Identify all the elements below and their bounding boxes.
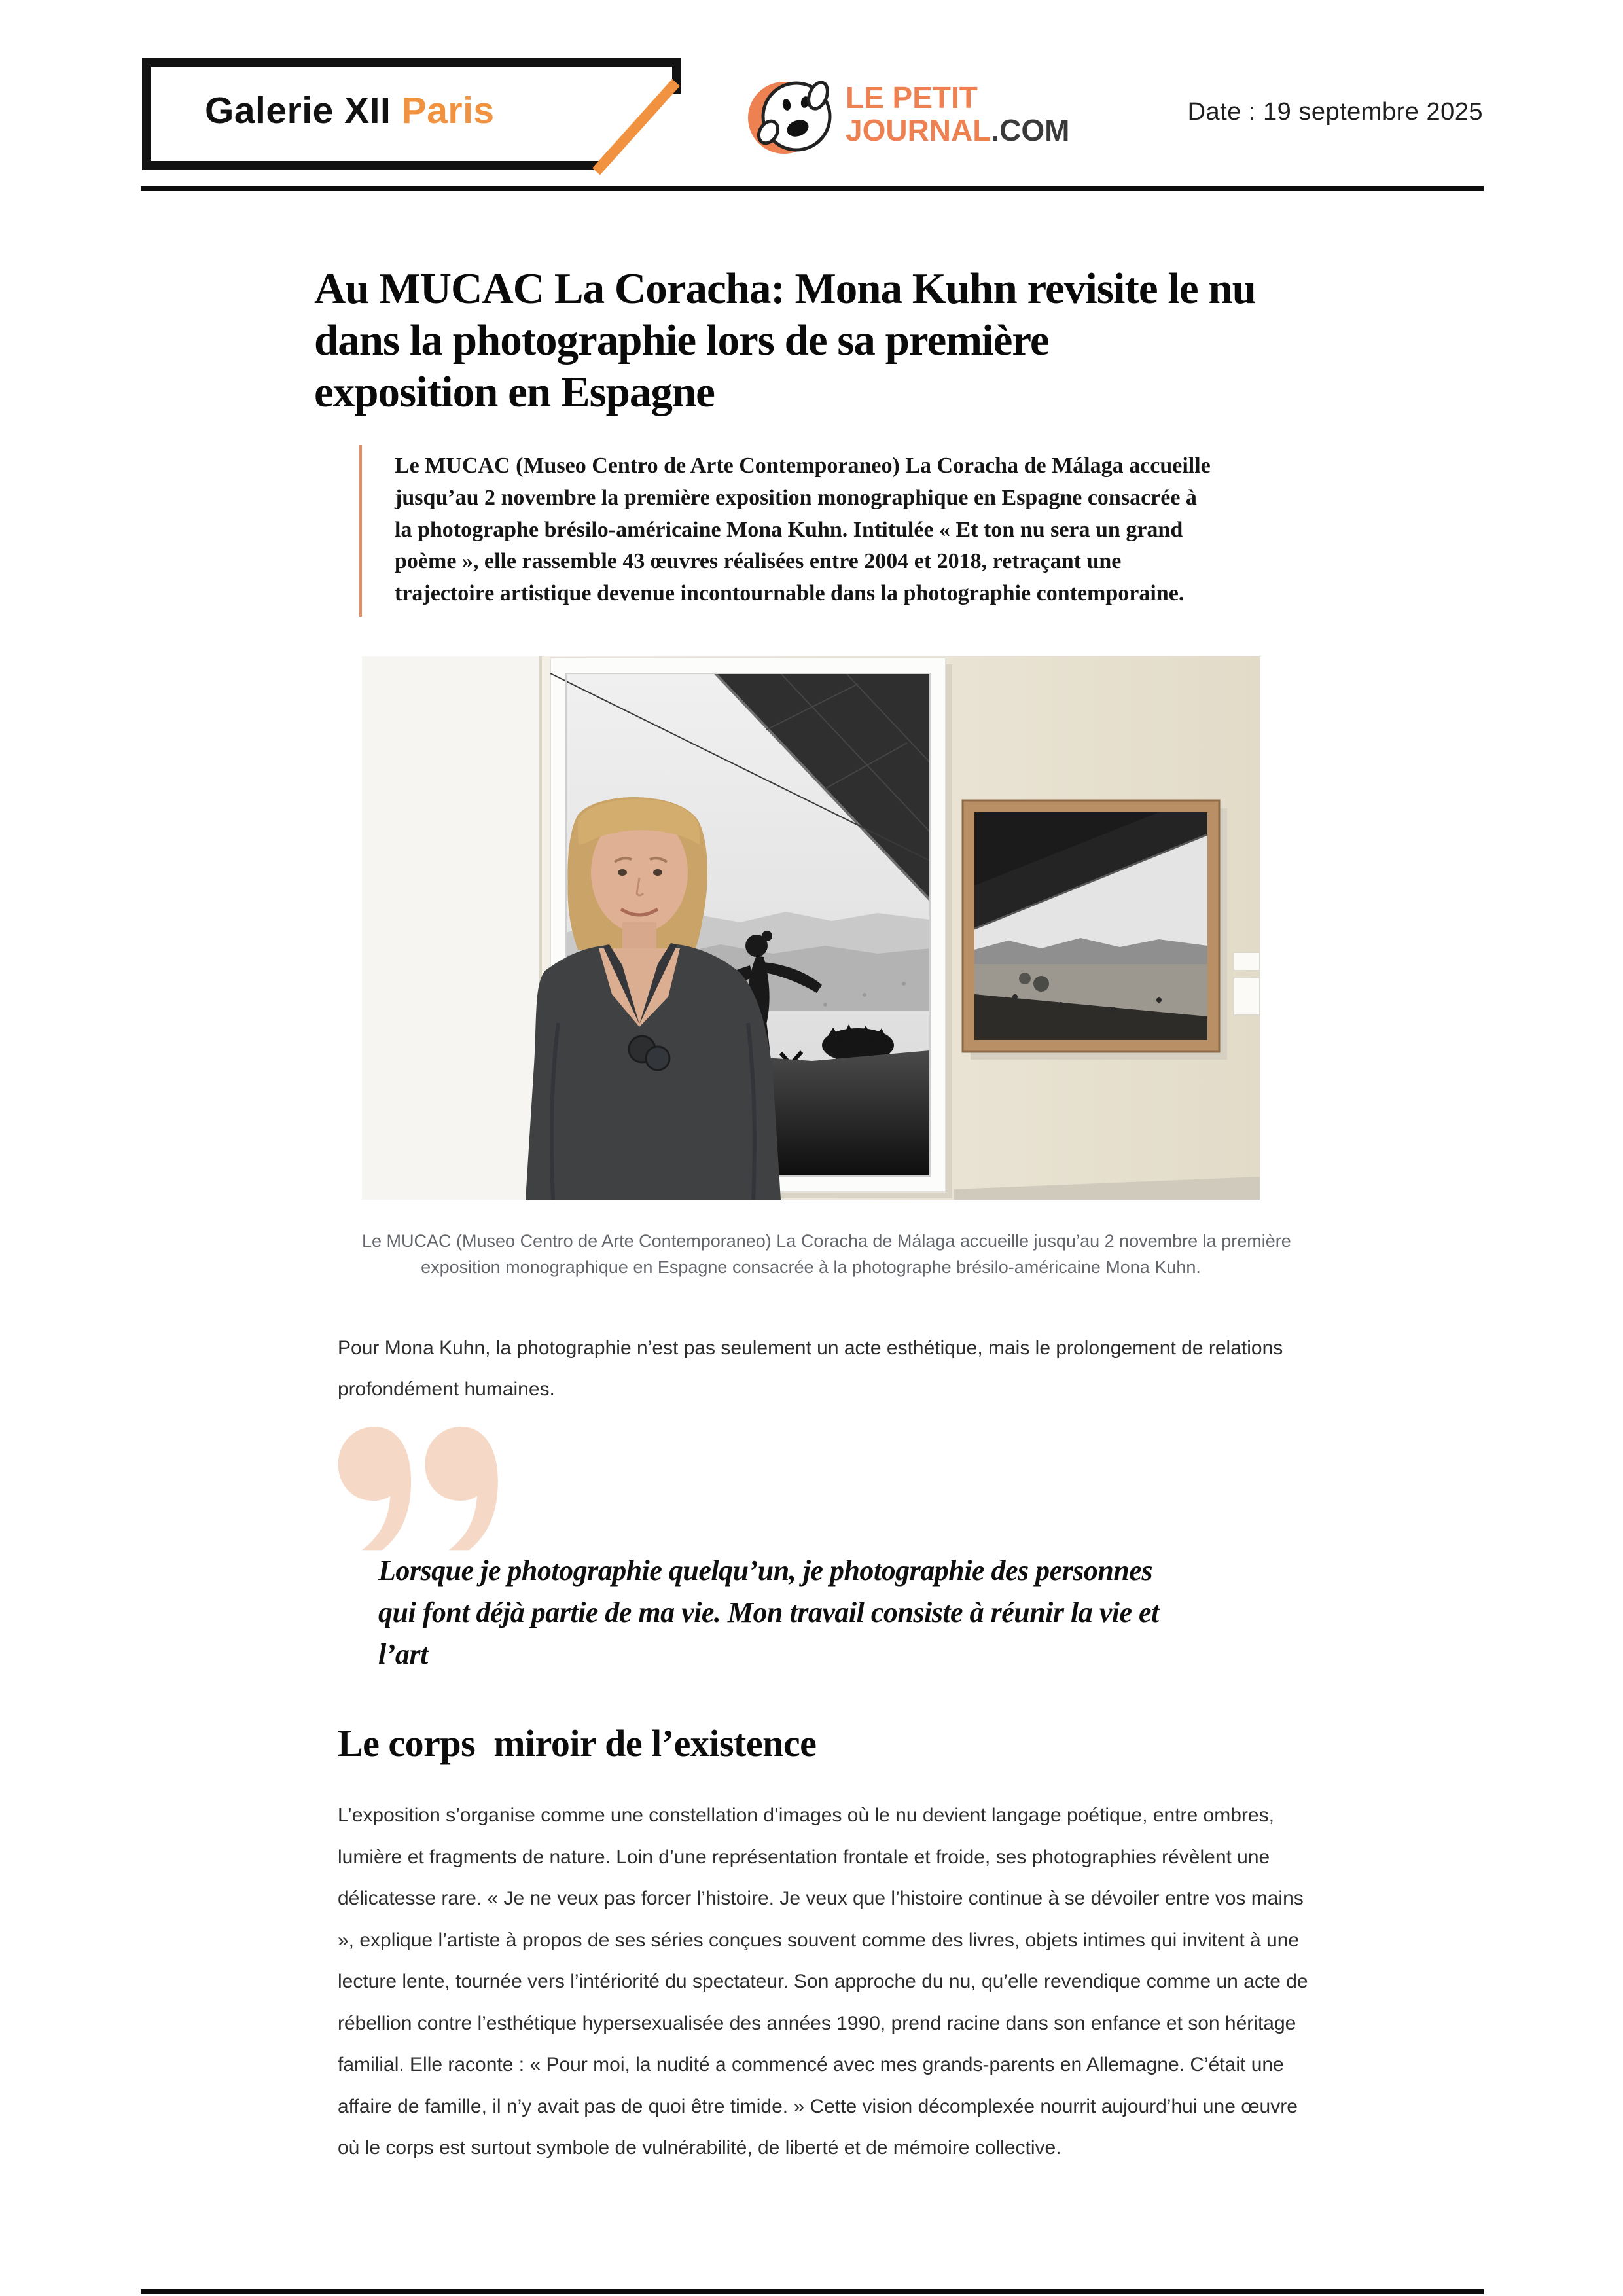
- lede-line: la photographe brésilo-américaine Mona Kuhn. Intitulée « Et ton nu sera un grand: [395, 517, 1183, 542]
- article-title: [314, 263, 1256, 418]
- diagonal-slash-icon: [596, 82, 676, 171]
- lede-line: trajectoire artistique devenue incontournable dans la photographie contemporaine.: [395, 581, 1185, 606]
- gallery-logo: [205, 89, 495, 132]
- pull-quote-line: qui font déjà partie de ma vie. Mon travail consiste à réunir la vie et: [378, 1596, 1159, 1628]
- pull-quote: [378, 1550, 1159, 1676]
- header-rule: [141, 186, 1484, 191]
- intro-paragraph: Pour Mona Kuhn, la photographie n’est pas seulement un acte esthétique, mais le prolongement de relations profondément humaines.: [338, 1337, 1283, 1400]
- lede-paragraph: [359, 445, 1211, 617]
- journal-logo-suffix: .COM: [991, 113, 1070, 147]
- dog-face-icon: [747, 72, 835, 162]
- section-heading: Le corps miroir de l’existence: [338, 1722, 817, 1765]
- pull-quote-line: Lorsque je photographie quelqu’un, je photographie des personnes: [378, 1554, 1153, 1587]
- body-paragraph: L’exposition s’organise comme une constellation d’images où le nu devient langage poétique, entre ombres, lumière et fragments de nature. Loin d’une représentation frontale et froide, ses photographies révèlent une délicatesse rare. « Je ne veux pas forcer l’histoire. Je veux que l’histoire continue à se dévoiler entre vos mains », explique l’artiste à propos de ses séries conçues souvent comme des livres, objets intimes qui invitent à une lecture lente, tournée vers l’intériorité du spectateur. Son approche du nu, qu’elle revendique comme un acte de rébellion contre l’esthétique hypersexualisée des années 1990, prend racine dans son enfance et son héritage familial. Elle raconte : « Pour moi, la nudité a commencé avec mes grands-parents en Allemagne. C’était une affaire de famille, il n’y avait pas de quoi être timide. » Cette vision décomplexée nourrit aujourd’hui une œuvre où le corps est surtout symbole de vulnérabilité, de liberté et de mémoire collective.: [338, 1804, 1308, 2159]
- wall-labels: [1234, 952, 1260, 1015]
- photo-caption: [362, 1228, 1291, 1280]
- artwork-small: [963, 800, 1227, 1060]
- header: [0, 0, 1623, 196]
- double-quote-icon: [332, 1427, 503, 1551]
- lede-line: jusqu’au 2 novembre la première exposition monographique en Espagne consacrée à: [395, 485, 1197, 510]
- caption-line: Le MUCAC (Museo Centro de Arte Contemporaneo) La Coracha de Málaga accueille jusqu’au 2 novembre la première: [362, 1231, 1291, 1251]
- footer-rule: [141, 2289, 1484, 2294]
- gallery-logo-city: Paris: [401, 90, 495, 132]
- lede-line: Le MUCAC (Museo Centro de Arte Contemporaneo) La Coracha de Málaga accueille: [395, 454, 1211, 478]
- journal-logo-wordmark: [846, 81, 1069, 147]
- date-label: Date : 19 septembre 2025: [1187, 98, 1483, 126]
- journal-logo-line2: JOURNAL: [846, 113, 991, 147]
- journal-logo-line1: LE PETIT: [846, 81, 978, 115]
- title-line: Au MUCAC La Coracha: Mona Kuhn revisite le nu: [314, 264, 1256, 313]
- caption-line: exposition monographique en Espagne consacrée à la photographe brésilo-américaine Mona Kuhn.: [421, 1257, 1201, 1277]
- article-photo: [362, 656, 1260, 1200]
- title-line: dans la photographie lors de sa première: [314, 316, 1049, 365]
- pull-quote-line: l’art: [378, 1638, 428, 1670]
- title-line: exposition en Espagne: [314, 368, 715, 416]
- lede-line: poème », elle rassemble 43 œuvres réalisées entre 2004 et 2018, retraçant une: [395, 549, 1122, 574]
- gallery-logo-name: Galerie XII: [205, 90, 402, 132]
